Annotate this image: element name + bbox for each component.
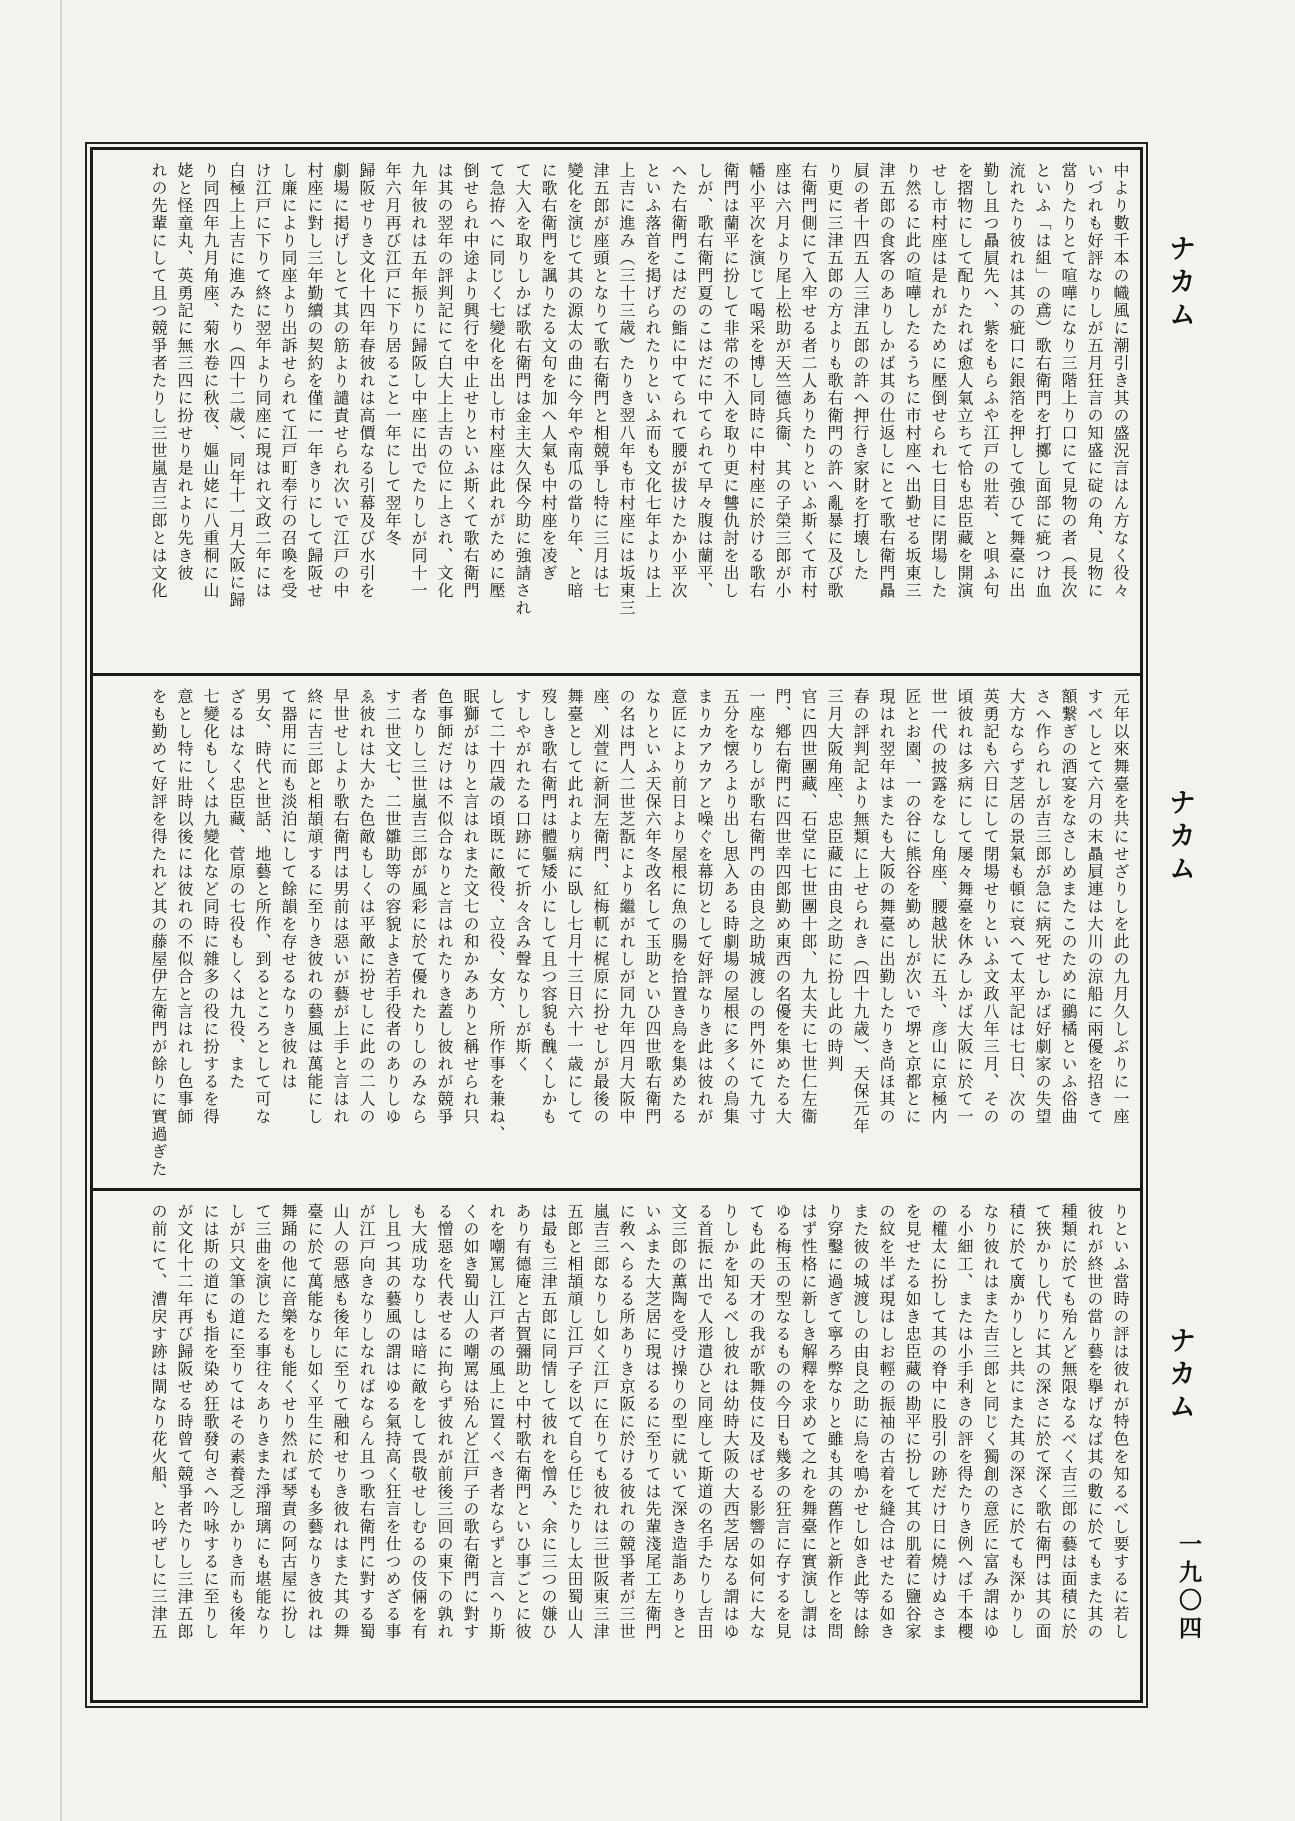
text-column: も大成功なりしは暗に敵をして畏敬せしむるの伎倆を有 xyxy=(409,1203,428,1641)
text-column: すべしとて六月の末贔屓連は大川の涼船に兩優を招きて xyxy=(1085,688,1104,1126)
text-column: の名は門人二世芝翫により繼がれしが同九年四月大阪中 xyxy=(617,688,636,1126)
text-column: 姥と怪童丸、英勇記に無三四に扮せり是れより先き彼 xyxy=(175,162,194,582)
scan-artifact-line xyxy=(60,0,62,1821)
text-column: の紋を半ば現はしお輕の振袖の古着を縫合はせたる如き xyxy=(877,1203,896,1641)
text-column: 劇場に掲げしとて其の筋より譴責せられ次いで江戸の中 xyxy=(331,162,350,600)
text-column: 臺に於て萬能なりし如く平生に於ても多藝なりき彼れは xyxy=(305,1203,324,1641)
text-column: いふまた大芝居に現はるるに至りては先輩淺尾工左衛門 xyxy=(643,1203,662,1641)
text-column: いづれも好評なりしが五月狂言の知盛に碇の角、見物に xyxy=(1085,162,1104,600)
text-column: し且つ其の藝風の謂はゆる氣持高く狂言を仕つめざる事 xyxy=(383,1203,402,1641)
text-column: 舞臺として此れより病に臥し七月十三日六十一歳にして xyxy=(565,688,584,1126)
text-column: 意匠により前日より屋根に魚の腸を拾置き烏を集めたる xyxy=(669,688,688,1126)
text-column: 英勇記も六日にして閉場せりといふ文政八年三月、その xyxy=(981,688,1000,1126)
text-column: 頃彼れは多病にして屡々舞臺を休みしかば大阪に於て一 xyxy=(955,688,974,1126)
text-column: 三月大阪角座、忠臣藏に由良之助に扮し此の時判 xyxy=(825,688,844,1073)
text-section-3 xyxy=(93,1188,1140,1700)
text-column: の前にて、漕戻す跡は閘なり花火船、と吟ぜしに三津五 xyxy=(149,1203,168,1641)
text-column: 男女、時代と世話、地藝と所作、到るところとして可な xyxy=(253,688,272,1126)
text-column: といふ落首を掲げられたりといふ而も文化七年よりは上 xyxy=(643,162,662,600)
text-column: て器用に而も淡泊にして餘韻を存せるなりき彼れは xyxy=(279,688,298,1091)
text-column: 座、刈萱に新洞左衛門、紅梅軏に梶原に扮せしが最後の xyxy=(591,688,610,1126)
text-section-2 xyxy=(93,673,1140,1188)
text-column: りといふ當時の評は彼れが特色を知るべし要するに若し xyxy=(1111,1203,1130,1641)
text-column: り更に三津五郎の方よりも歌右衛門の許へ亂暴に及び歌 xyxy=(825,162,844,600)
text-column: 當りたりとて喧嘩になり三階上り口にて見物の者（長次 xyxy=(1059,162,1078,600)
text-column: す二世文七、二世雛助等の容貌よき若手役者のありしゆ xyxy=(383,688,402,1126)
text-column: 匠とお園、一の谷に熊谷を勤めしが次いで堺と京都とに xyxy=(903,688,922,1126)
text-column: 座は六月より尾上松助が天竺德兵衞、其の子榮三郎が小 xyxy=(773,162,792,600)
text-column: あり有德庵と古賀彌助と中村歌右衛門といひ事ごとに彼 xyxy=(513,1203,532,1641)
text-column: て急拵へに同じく七變化を出し市村座は此れがために壓 xyxy=(487,162,506,600)
text-column: れの先輩にして且つ競爭者たりし三世嵐吉三郎とは文化 xyxy=(149,162,168,600)
text-column: 五郎と相頡頏し江戸子を以て自ら任じたりし太田蜀山人 xyxy=(565,1203,584,1641)
text-column: 終に吉三郎と相頡頏するに至りき彼れの藝風は萬能にし xyxy=(305,688,324,1126)
text-column: なりといふ天保六年冬改名して玉助といひ四世歌右衛門 xyxy=(643,688,662,1126)
text-column: 白極上上吉に進みたり（四十二歳）、同年十一月大阪に歸 xyxy=(227,162,246,609)
text-column: 上吉に進み（三十三歳）たりき翌八年も市村座には坂東三 xyxy=(617,162,636,617)
text-column: 春の評判記より無類に上せられき（四十九歳）、天保元年 xyxy=(851,688,870,1135)
text-column: 津五郎が座頭となりて歌右衛門と相競爭し特に三月は七 xyxy=(591,162,610,600)
text-column: 舞踊の他に音樂をも能くせり然れば琴責の阿古屋に扮し xyxy=(279,1203,298,1641)
text-frame-outer xyxy=(85,142,1148,1708)
text-column: 山人の惡感も後年に至りて融和せりき彼れはまた其の舞 xyxy=(331,1203,350,1641)
text-column: は最も三津五郎に同情して彼れを憎み、余に三つの嫌ひ xyxy=(539,1203,558,1641)
text-column: くの如き蜀山人の嘲罵は殆んど江戸子の歌右衛門に對す xyxy=(461,1203,480,1641)
thumb-index-tab-1: ナカム xyxy=(1164,234,1195,333)
text-column: り然るに此の喧嘩したるうちに市村座へ出勤せる坂東三 xyxy=(903,162,922,600)
text-column: 者なりし三世嵐吉三郎が風彩に於て優れたりしのみなら xyxy=(409,688,428,1126)
text-frame-inner xyxy=(90,147,1143,1703)
text-column: 種類に於ても殆んど無限なるべく吉三郎の藝は面積に於 xyxy=(1059,1203,1078,1641)
text-column: し廉により同座より出訴せられて江戸町奉行の召喚を受 xyxy=(279,162,298,600)
text-column: には斯の道にも指を染め狂歌發句さへ吟咏するに至りし xyxy=(201,1203,220,1641)
text-column: る小細工、または小手利きの評を得たりき例へば千本櫻 xyxy=(955,1203,974,1641)
text-column: 津五郎の食客のありしかば其の仕返しにとて歌右衛門贔 xyxy=(877,162,896,600)
text-column: る憎惡を代表せるに拘らず彼れが前後三回の東下の孰れ xyxy=(435,1203,454,1641)
text-column: 年六月再び江戸に下り居ること一年にして翌年冬 xyxy=(383,162,402,547)
text-column: 右衛門側にて入牢せる者二人ありたりといふ斯くて市村 xyxy=(799,162,818,600)
text-column: 倒せられ中途より興行を中止せりといふ斯くて歌右衛門 xyxy=(461,162,480,600)
text-column: 早世せしより歌右衛門は男前は惡いが藝が上手と言はれ xyxy=(331,688,350,1126)
text-column: を見せたる如き忠臣藏の勘平に扮して其の肌着に鹽谷家 xyxy=(903,1203,922,1641)
text-column: 歿しき歌右衛門は體軀矮小にして且つ容貌も醜くしかも xyxy=(539,688,558,1126)
text-column: 勤し且つ贔屓先へ、紫をもらふや江戸の壯若、と唄ふ句 xyxy=(981,162,1000,600)
text-column: が江戸向きなりしなればならん且つ歌右衛門に對する蜀 xyxy=(357,1203,376,1641)
thumb-index-tab-3: ナカム xyxy=(1164,1326,1195,1425)
text-column: 元年以來舞臺を共にせざりしを此の九月久しぶりに一座 xyxy=(1111,688,1130,1126)
text-column: 衛門は蘭平に扮して非常の不入を取り更に讐仇討を出し xyxy=(721,162,740,600)
text-column: に敎へらるる所ありき京阪に於ける彼れの競爭者が三世 xyxy=(617,1203,636,1641)
text-column: はず性格に新しき解釋を求めて之れを舞臺に實演し謂は xyxy=(799,1203,818,1641)
text-column: 官に四世團藏、石堂に七世團十郎、九太夫に七世仁左衞 xyxy=(799,688,818,1126)
text-column: て三曲を演じたる事往々ありきまた淨瑠璃にも堪能なり xyxy=(253,1203,272,1641)
text-column: 文三郎の薫陶を受け操りの型に就いて深き造詣ありきと xyxy=(669,1203,688,1641)
text-column: 中より數千本の幟風に潮引き其の盛況言はん方なく役々 xyxy=(1111,162,1130,600)
text-column: 村座に對し三年勤續の契約を僅に一年きりにして歸阪せ xyxy=(305,162,324,600)
text-section-1 xyxy=(93,150,1140,673)
text-column: 門、鄕右衛門に四世幸四郎勤め東西の名優を集めたる大 xyxy=(773,688,792,1126)
text-column: て大入を取りしかば歌右衛門は金主大久保今助に強請され xyxy=(513,162,532,617)
text-column: 流れたり彼れは其の疵口に銀箔を押して強ひて舞臺に出 xyxy=(1007,162,1026,600)
text-column: 七變化もしくは九變化など同時に雜多の役に扮するを得 xyxy=(201,688,220,1126)
text-column: 嵐吉三郎なりし如く江戸に在りても彼れは三世阪東三津 xyxy=(591,1203,610,1641)
text-column: 大方ならず芝居の景氣も頓に衰へて太平記は七日、次の xyxy=(1007,688,1026,1126)
text-column: ても此の天才の我が歌舞伎に及ぼせる影響の如何に大な xyxy=(747,1203,766,1641)
text-column: 世一代の披露をなし角座、腰越狀に五斗、彦山に京極内 xyxy=(929,688,948,1126)
text-column: 現はれ翌年はまたも大阪の舞臺に出勤したりき尚ほ其の xyxy=(877,688,896,1126)
thumb-index-tab-2: ナカム xyxy=(1164,788,1195,887)
text-column: 變化を演じて其の源太の曲に今年や南瓜の當り年、と暗 xyxy=(565,162,584,600)
text-column: 色事師だけは不似合なりと言はれたりき蓋し彼れが競爭 xyxy=(435,688,454,1126)
text-column: を摺物にして配りたれば愈人氣立ちて恰も忠臣藏を開演 xyxy=(955,162,974,600)
text-column: ざるはなく忠臣藏、菅原の七役もしくは九役、また xyxy=(227,688,246,1091)
text-column: が文化十二年再び歸阪せる時曾て競爭者たりし三津五郎 xyxy=(175,1203,194,1641)
text-column: 五分を懐ろより出し思入ある時劇場の屋根に多くの烏集 xyxy=(721,688,740,1126)
text-column: て狹かりし代りに其の深さに於て深く歌右衛門は其の面 xyxy=(1033,1203,1052,1641)
text-column: の權太に扮して其の脊中に股引の跡だけ日に燒けぬさま xyxy=(929,1203,948,1641)
text-column: また彼の城渡しの由良之助に烏を鳴かせし如き此等は餘 xyxy=(851,1203,870,1641)
text-column: 積に於て廣かりしと共にまた其の深さに於ても深かりし xyxy=(1007,1203,1026,1641)
text-column: に歌右衛門を諷りたる文句を加へ人氣も中村座を凌ぎ xyxy=(539,162,558,582)
text-column: へた右衛門こはだの鮨に中てられて腰が拔けたか小平次 xyxy=(669,162,688,600)
text-column: りしかを知るべし彼れは幼時大阪の大西芝居なる謂はゆ xyxy=(721,1203,740,1641)
text-column: すしやがれたる口跡にて折々含み聲なりしが斯く xyxy=(513,688,532,1073)
text-column: は其の翌年の評判記にて白大上上吉の位に上され、文化 xyxy=(435,162,454,600)
text-column: 彼れが終世の當り藝を擧げなば其の數に於てもまた其の xyxy=(1085,1203,1104,1641)
text-column: さへ作られしが吉三郎が急に病死せしかば好劇家の失望 xyxy=(1033,688,1052,1126)
text-column: け江戸に下りて終に翌年より同座に現はれ文政二年には xyxy=(253,162,272,600)
text-column: ゆる梅玉の型なるものの今日も幾多の狂言に存するを見 xyxy=(773,1203,792,1641)
text-column: しが只文筆の道に至りてはその素養乏しかりき而も後年 xyxy=(227,1203,246,1641)
text-column: 眠獅がはりと言はれまた文七の和かみありと稱せられ只 xyxy=(461,688,480,1126)
text-column: といふ「は組」の鳶）歌右衛門を打擲し面部に疵つけ血 xyxy=(1033,162,1052,600)
text-column: る首振に出で人形遣ひと同座して斯道の名手たりし吉田 xyxy=(695,1203,714,1641)
text-column: まりカアカアと噪ぐを幕切として好評なりき此は彼れが xyxy=(695,688,714,1126)
text-column: 意とし特に壯時以後には彼れの不似合と言はれし色事師 xyxy=(175,688,194,1126)
page-number: 一九〇四 xyxy=(1175,1532,1202,1644)
text-column: ゑ彼れは大かた色敵もしくは平敵に扮せしに此の二人の xyxy=(357,688,376,1126)
text-column: して二十四歳の頃既に敵役、立役、女方、所作事を兼ね、 xyxy=(487,688,506,1143)
text-column: 屓の者十四五人三津五郎の許へ押行き家財を打壊した xyxy=(851,162,870,582)
text-column: り穿鑿に過ぎて寧ろ弊なりと雖も其の舊作と新作とを問 xyxy=(825,1203,844,1641)
text-column: 幡小平次を演じて喝采を博し同時に中村座に於ける歌右 xyxy=(747,162,766,600)
text-column: 額繋ぎの酒宴をなさしめまたこのために鶸橘といふ俗曲 xyxy=(1059,688,1078,1126)
text-column: しが、歌右衛門夏のこはだに中てられて早々腹は蘭平、 xyxy=(695,162,714,600)
text-column: せし市村座は是れがために壓倒せられ七日目に閉場した xyxy=(929,162,948,600)
text-column: 歸阪せりき文化十四年春彼れは高價なる引幕及び水引を xyxy=(357,162,376,600)
text-column: 一座なりしが歌右衛門の由良之助城渡しの門外にて九寸 xyxy=(747,688,766,1126)
text-column: れを嘲罵し江戸者の風上に置くべき者ならずと言へり斯 xyxy=(487,1203,506,1641)
text-column: をも勤めて好評を得たれど其の藤屋伊左衛門が餘りに實過ぎた xyxy=(149,688,168,1178)
text-column: り同四年九月角座、菊水卷に秋夜、嫗山姥に八重桐に山 xyxy=(201,162,220,600)
text-column: 九年彼れは五年振りに歸阪し中座に出でたりしが同十一 xyxy=(409,162,428,600)
text-column: なり彼れはまた吉三郎と同じく獨創の意匠に富み謂はゆ xyxy=(981,1203,1000,1641)
